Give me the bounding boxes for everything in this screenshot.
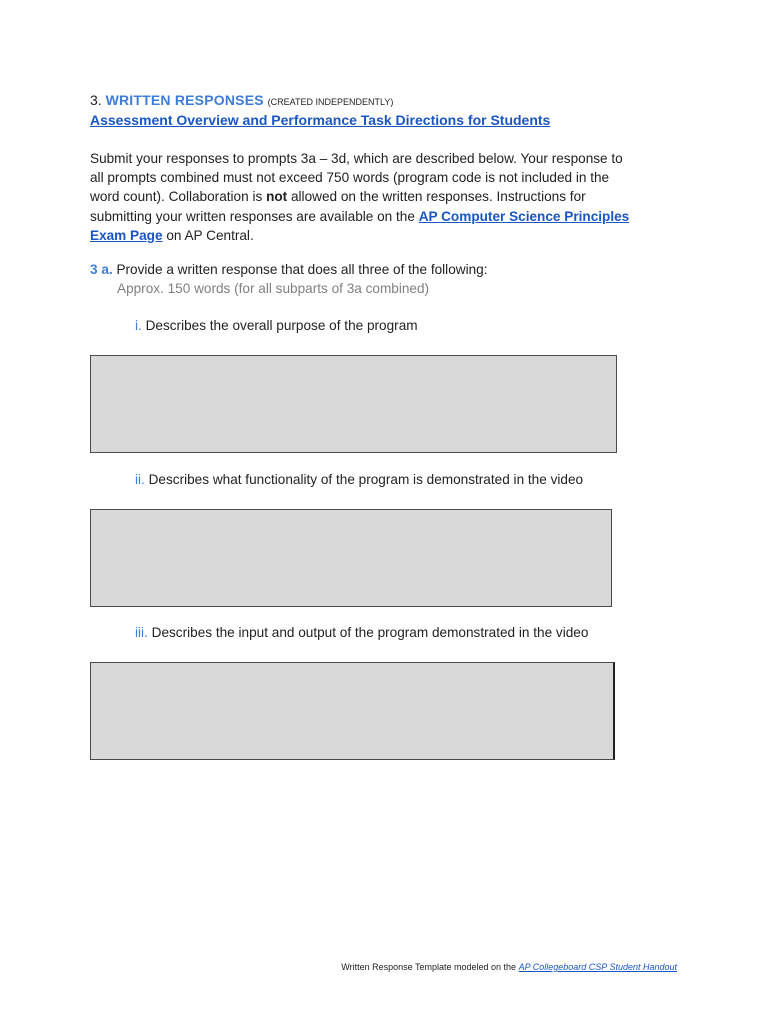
section-title: WRITTEN RESPONSES [105,92,264,108]
subprompt-ii-text: Describes what functionality of the program is demonstrated in the video [144,472,584,487]
response-box-ii[interactable] [90,509,612,607]
footer-handout-link[interactable]: AP Collegeboard CSP Student Handout [518,962,677,972]
intro-text-2: allowed on the written responses. Instructions for submitting your written responses are available on the [90,189,586,224]
response-box-i[interactable] [90,355,617,453]
footer-text: Written Response Template modeled on the [341,962,519,972]
subprompt-iii [135,625,588,640]
exam-page-link[interactable]: AP Computer Science Principles Exam Page [90,208,630,243]
prompt-3a-text: Provide a written response that does all three of the following: [112,262,488,277]
subprompt-i-numeral: i. [135,318,142,333]
section-heading [90,92,393,108]
prompt-3a-label: 3 a. [90,262,113,277]
intro-text-1: Submit your responses to prompts 3a – 3d, which are described below. Your response to all prompts combined must not exceed 750 words (program code is not included in the word count). Collaboration is [90,151,623,205]
section-note: (CREATED INDEPENDENTLY) [267,97,394,107]
response-box-iii[interactable] [90,662,615,760]
subprompt-ii [135,472,583,487]
word-count-note: Approx. 150 words (for all subparts of 3a combined) [117,281,430,296]
intro-bold-word: not [266,189,288,205]
subprompt-ii-numeral: ii. [135,472,145,487]
footer [341,962,677,972]
section-number: 3. [90,92,102,108]
prompt-3a [90,262,488,277]
subprompt-iii-text: Describes the input and output of the program demonstrated in the video [147,625,589,640]
subprompt-i-text: Describes the overall purpose of the program [141,318,418,333]
overview-link[interactable]: Assessment Overview and Performance Task Directions for Students [90,112,551,128]
subprompt-i [135,318,418,333]
subprompt-iii-numeral: iii. [135,625,148,640]
intro-text-3: on AP Central. [162,227,254,243]
intro-paragraph [90,149,630,245]
